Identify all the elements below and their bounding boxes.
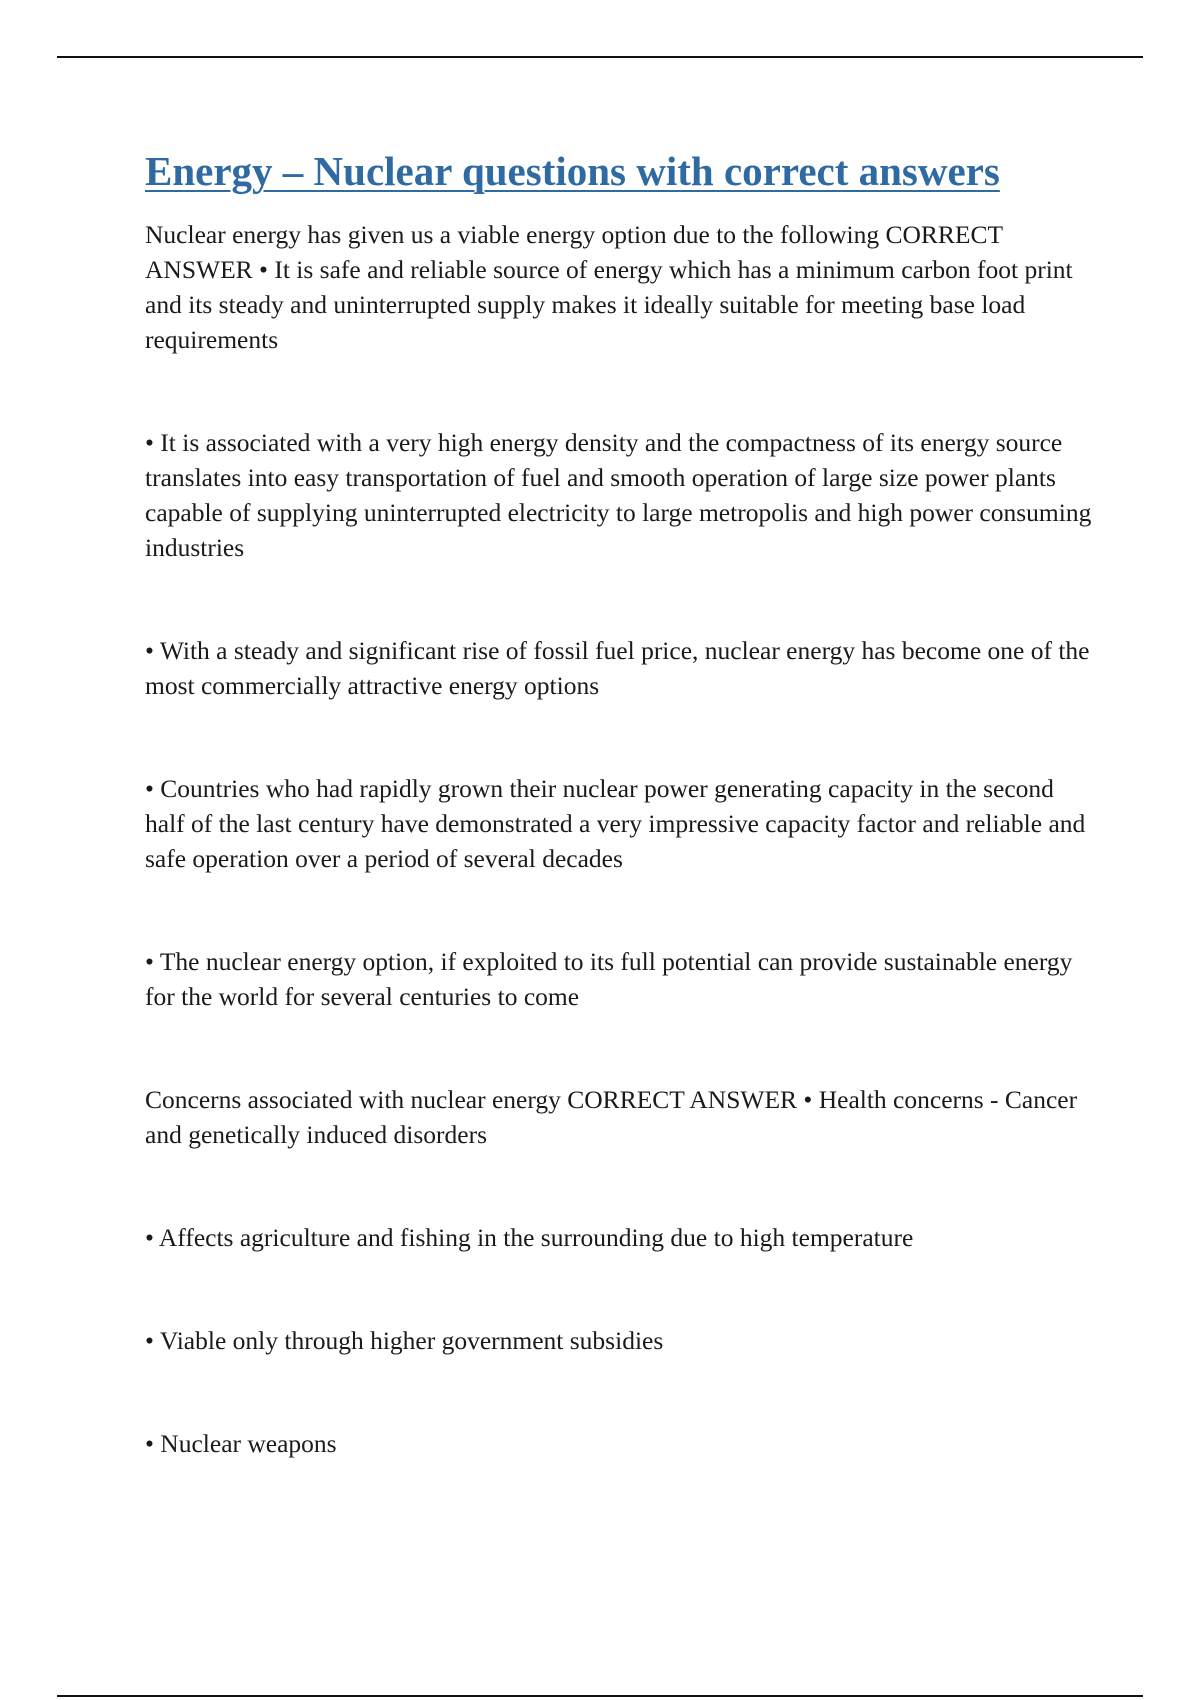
answer-bullet-7: • Nuclear weapons [145,1429,337,1458]
answer-bullet-3: • Countries who had rapidly grown their nuclear power generating capacity in the second half of the last century have demonstrated a very impressive capacity factor and reliable and safe operation over a period of several decades [145,774,1086,873]
answer-bullet-1: • It is associated with a very high energy density and the compactness of its energy source translates into easy transportation of fuel and smooth operation of large size power plants capable of supplying uninterrupted electricity to large metropolis and high power consuming industries [145,428,1092,562]
answer-bullet-6: • Viable only through higher government subsidies [145,1326,664,1355]
top-rule [57,56,1143,58]
bottom-rule [57,1695,1143,1697]
question-2-text: Concerns associated with nuclear energy CORRECT ANSWER • Health concerns - Cancer and genetically induced disorders [145,1085,1078,1149]
answer-bullet-4: • The nuclear energy option, if exploited to its full potential can provide sustainable energy for the world for several centuries to come [145,947,1073,1011]
question-1-text: Nuclear energy has given us a viable energy option due to the following CORRECT ANSWER • It is safe and reliable source of energy which has a minimum carbon foot print and its steady and uninterrupted supply makes it ideally suitable for meeting base load requirements [145,220,1073,354]
document-body [145,145,1095,1461]
answer-bullet-5: • Affects agriculture and fishing in the surrounding due to high temperature [145,1223,914,1252]
document-title: Energy – Nuclear questions with correct answers [145,148,1000,194]
answer-bullet-2: • With a steady and significant rise of fossil fuel price, nuclear energy has become one of the most commercially attractive energy options [145,636,1090,700]
